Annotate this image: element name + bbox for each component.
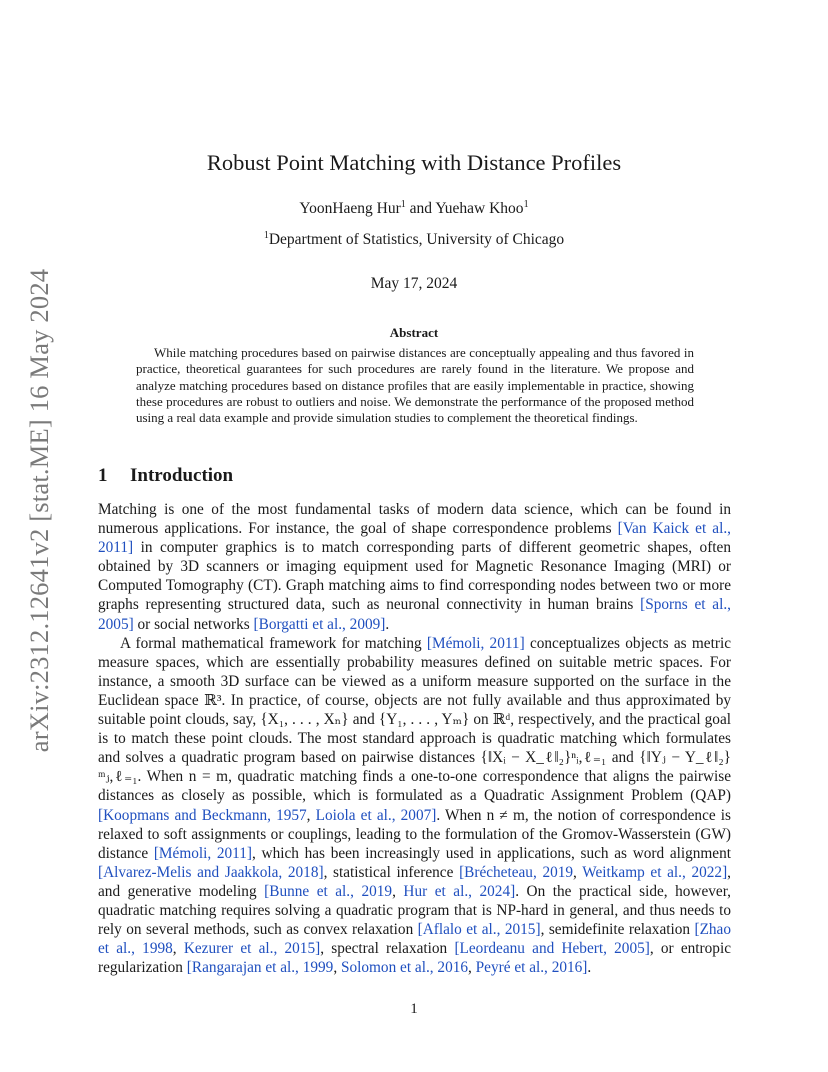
text-run: , or entropic regularization (98, 940, 731, 977)
page-number: 1 (410, 1001, 418, 1017)
citation-link[interactable]: Kezurer et al., 2015] (183, 940, 321, 958)
citation-link[interactable]: Solomon et al., 2016 (340, 959, 469, 977)
paragraph (98, 500, 731, 634)
affiliation-mark: 1 (523, 199, 529, 210)
text-run: in computer graphics is to match corresponding parts of different geometric shapes, often obtained by 3D scanners or imaging equipment used for Magnetic Resonance Imaging (MRI) or Computed Tomography (CT). Graph matching aims to find corresponding nodes between two or more graphs representing structured data, such as neuronal connectivity in human brains (98, 539, 731, 614)
text-run: , which has been increasingly used in applications, such as word alignment (252, 844, 731, 862)
section-title: Introduction (130, 465, 234, 486)
abstract-text: While matching procedures based on pairwise distances are conceptually appealing and thus favored in practice, theoretical guarantees for such procedures are rarely found in the literature. We propose and analyze matching procedures based on distance profiles that are easily implementable in practice, showing these procedures are robust to outliers and noise. We demonstrate the performance of the proposed method using a real data example and provide simulation studies to complement the theoretical findings. (136, 345, 694, 426)
text-run: , (172, 940, 184, 958)
affiliation-mark: 1 (400, 199, 406, 210)
author-name: Yuehaw Khoo (435, 200, 524, 217)
citation-link[interactable]: [Bunne et al., 2019 (264, 882, 393, 900)
citation-link[interactable]: [Sporns et al., 2005] (98, 596, 731, 633)
citation-link[interactable]: [Mémoli, 2011] (426, 634, 525, 652)
text-run: Matching is one of the most fundamental tasks of modern data science, which can be found in numerous applications. For instance, the goal of shape correspondence problems (98, 501, 731, 538)
author-line (0, 200, 828, 218)
text-run: . When n ≠ m, the notion of correspondence is relaxed to soft assignments or couplings, leading to the formulation of the Gromov-Wasserstein (GW) distance (98, 806, 731, 862)
text-run: . (587, 959, 592, 977)
paragraph (98, 634, 731, 978)
text-run: . (385, 615, 390, 633)
citation-link[interactable]: [Brécheteau, 2019 (459, 863, 574, 881)
text-run: , (306, 806, 316, 824)
text-run: . On the practical side, however, quadratic matching requires solving a quadratic program that is NP-hard in general, and thus needs to rely on several methods, such as convex relaxation (98, 882, 732, 939)
affiliation-text: Department of Statistics, University of Chicago (268, 231, 565, 248)
arxiv-identifier: arXiv:2312.12641v2 [stat.ME] 16 May 2024 (24, 268, 55, 752)
text-run: , (573, 863, 583, 881)
citation-link[interactable]: [Zhao et al., 1998 (98, 921, 731, 958)
citation-link[interactable]: Loiola et al., 2007] (315, 806, 437, 824)
paper-date: May 17, 2024 (370, 275, 458, 292)
author-name: YoonHaeng Hur (299, 200, 401, 217)
citation-link[interactable]: [Rangarajan et al., 1999 (186, 959, 334, 977)
text-run: A formal mathematical framework for matching (120, 634, 427, 652)
text-run: , spectral relaxation (320, 940, 455, 958)
citation-link[interactable]: Hur et al., 2024] (403, 882, 516, 900)
citation-link[interactable]: [Aflalo et al., 2015] (417, 921, 541, 939)
abstract-heading: Abstract (389, 325, 439, 340)
citation-link[interactable]: [Mémoli, 2011] (153, 844, 253, 862)
author-joiner: and (405, 200, 436, 217)
text-run: , (392, 882, 404, 900)
citation-link[interactable]: [Koopmans and Beckmann, 1957 (98, 806, 307, 824)
text-run: , and generative modeling (98, 863, 731, 900)
text-run: conceptualizes objects as metric measure spaces, which are essentially probability measures defined on suitable metric spaces. For instance, a smooth 3D surface can be viewed as a uniform measure supported on the surface in the Euclidean space ℝ³. In practice, of course, objects are not fully available and thus approximated by suitable point clouds, say, {X₁, . . . , Xₙ} and {Y₁, . . . , Yₘ} on ℝᵈ, respectively, and the practical goal is to match these point clouds. The most standard approach is quadratic matching which formulates and solves a quadratic program based on pairwise distances {‖Xᵢ − X_ℓ‖₂}ⁿᵢ,ℓ₌₁ and {‖Yⱼ − Y_ℓ‖₂}ᵐⱼ,ℓ₌₁. When n = m, quadratic matching finds a one-to-one correspondence that aligns the pairwise distances as closely as possible, which is formulated as a Quadratic Assignment Problem (QAP) (98, 634, 731, 805)
affiliation (0, 231, 828, 249)
citation-link[interactable]: [Leordeanu and Hebert, 2005] (454, 940, 650, 958)
citation-link[interactable]: [Borgatti et al., 2009] (253, 615, 386, 633)
section-number: 1 (98, 465, 108, 486)
citation-link[interactable]: [Alvarez-Melis and Jaakkola, 2018] (98, 863, 324, 881)
arxiv-side-stamp (20, 268, 60, 752)
section-heading (98, 465, 233, 487)
citation-link[interactable]: Weitkamp et al., 2022] (582, 863, 728, 881)
text-run: , (468, 959, 476, 977)
paper-title: Robust Point Matching with Distance Profiles (206, 150, 622, 175)
citation-link[interactable]: [Van Kaick et al., 2011] (98, 520, 731, 557)
text-run: , semidefinite relaxation (540, 921, 695, 939)
affiliation-mark: 1 (263, 230, 269, 241)
text-run: , (333, 959, 341, 977)
citation-link[interactable]: Peyré et al., 2016] (475, 959, 588, 977)
text-run: or social networks (133, 615, 254, 633)
abstract-body (136, 345, 694, 426)
text-run: , statistical inference (323, 863, 460, 881)
body-text (98, 500, 731, 977)
